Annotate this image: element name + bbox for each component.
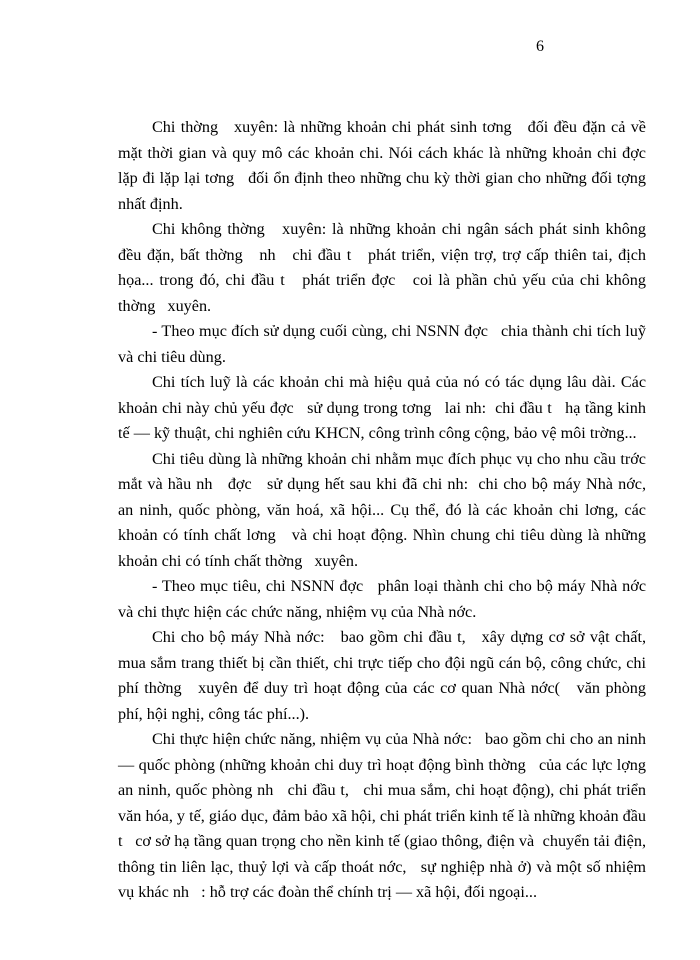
paragraph-muc-dich-su-dung: - Theo mục đích sử dụng cuối cùng, chi NSNN đợc chia thành chi tích luỹ và chi tiêu dùng. bbox=[118, 322, 651, 366]
page-number: 6 bbox=[536, 38, 544, 55]
paragraph-chi-khong-thuong-xuyen: Chi không thờng xuyên: là những khoản chi ngân sách phát sinh không đều đặn, bất thờng nh chi đầu t phát triển, viện trợ, trợ cấp thiên tai, địch họa... trong đó, chi đầu t phát triển đợc coi là phần chủ yếu của chi không thờng xuyên. bbox=[118, 220, 651, 315]
paragraph-theo-muc-tieu: - Theo mục tiêu, chi NSNN đợc phân loại thành chi cho bộ máy Nhà nớc và chi thực hiện các chức năng, nhiệm vụ của Nhà nớc. bbox=[118, 577, 651, 621]
paragraph-chi-bo-may-nha-nuoc: Chi cho bộ máy Nhà nớc: bao gồm chi đầu t, xây dựng cơ sở vật chất, mua sắm trang thiết bị cần thiết, chi trực tiếp cho đội ngũ cán bộ, công chức, chi phí thờng xuyên để duy trì hoạt động của các cơ quan Nhà nớc( văn phòng phí, hội nghị, công tác phí...). bbox=[118, 628, 651, 723]
paragraph-chi-chuc-nang-nhiem-vu: Chi thực hiện chức năng, nhiệm vụ của Nhà nớc: bao gồm chi cho an ninh — quốc phòng (những khoản chi duy trì hoạt động bình thờng của các lực lợng an ninh, quốc phòng nh chi đầu t, chi mua sắm, chi hoạt động), chi phát triển văn hóa, y tế, giáo dục, đảm bảo xã hội, chi phát triển kinh tế là những khoản đầu t cơ sở hạ tầng quan trọng cho nền kinh tế (giao thông, điện và chuyển tải điện, thông tin liên lạc, thuỷ lợi và cấp thoát nớc, sự nghiệp nhà ở) và một số nhiệm vụ khác nh : hỗ trợ các đoàn thể chính trị — xã hội, đối ngoại... bbox=[118, 730, 651, 901]
document-body bbox=[118, 115, 659, 906]
paragraph-chi-thuong-xuyen: Chi thờng xuyên: là những khoản chi phát sinh tơng đối đều đặn cả về mặt thời gian và quy mô các khoản chi. Nói cách khác là những khoản chi đợc lặp đi lặp lại tơng đối ổn định theo những chu kỳ thời gian cho những đối tợng nhất định. bbox=[118, 118, 651, 213]
paragraph-chi-tieu-dung: Chi tiêu dùng là những khoản chi nhằm mục đích phục vụ cho nhu cầu trớc mắt và hầu nh đợc sử dụng hết sau khi đã chi nh: chi cho bộ máy Nhà nớc, an ninh, quốc phòng, văn hoá, xã hội... Cụ thể, đó là các khoản chi lơng, các khoản có tính chất lơng và chi hoạt động. Nhìn chung chi tiêu dùng là những khoản chi có tính chất thờng xuyên. bbox=[118, 449, 659, 570]
paragraph-chi-tich-luy: Chi tích luỹ là các khoản chi mà hiệu quả của nó có tác dụng lâu dài. Các khoản chi này chủ yếu đợc sử dụng trong tơng lai nh: chi đầu t hạ tầng kinh tế — kỹ thuật, chi nghiên cứu KHCN, công trình công cộng, bảo vệ môi trờng... bbox=[118, 373, 651, 442]
